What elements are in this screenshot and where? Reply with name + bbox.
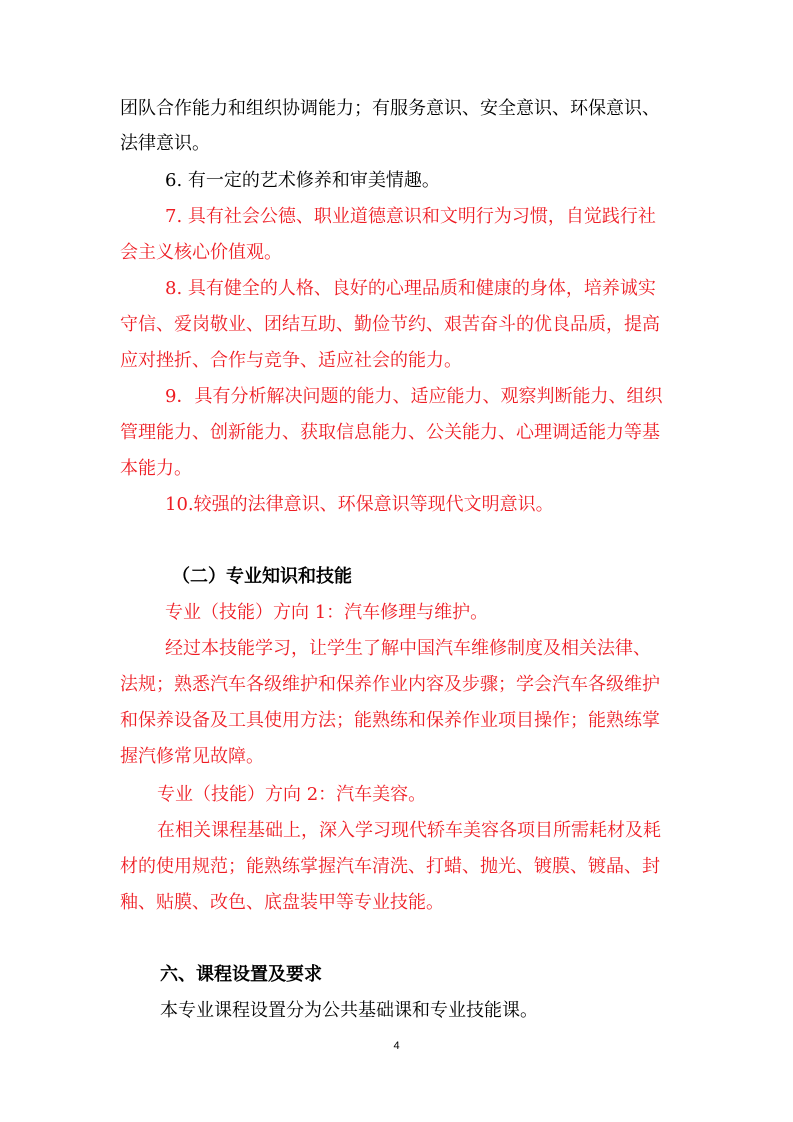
chapter-heading: 六、课程设置及要求 bbox=[160, 964, 322, 985]
list-item-6: 6. 有一定的艺术修养和审美情趣。 bbox=[165, 170, 440, 191]
paragraph-line: 材的使用规范；能熟练掌握汽车清洗、打蜡、抛光、镀膜、镀晶、封 bbox=[120, 856, 660, 877]
skill-direction-2: 专业（技能）方向 2：汽车美容。 bbox=[157, 784, 427, 805]
paragraph-line: 团队合作能力和组织协调能力；有服务意识、安全意识、环保意识、 bbox=[120, 98, 660, 119]
paragraph-line: 本专业课程设置分为公共基础课和专业技能课。 bbox=[160, 1000, 538, 1021]
page-number: 4 bbox=[393, 1040, 400, 1052]
paragraph-line: 握汽修常见故障。 bbox=[120, 746, 264, 767]
paragraph-line: 守信、爱岗敬业、团结互助、勤俭节约、艰苦奋斗的优良品质，提高 bbox=[120, 314, 660, 335]
list-item-10: 10.较强的法律意识、环保意识等现代文明意识。 bbox=[165, 494, 554, 515]
skill-direction-1: 专业（技能）方向 1：汽车修理与维护。 bbox=[165, 602, 489, 623]
paragraph-line: 釉、贴膜、改色、底盘装甲等专业技能。 bbox=[120, 892, 444, 913]
list-item-9: 9．具有分析解决问题的能力、适应能力、观察判断能力、组织 bbox=[165, 386, 663, 407]
list-item-8: 8. 具有健全的人格、良好的心理品质和健康的身体，培养诚实 bbox=[165, 278, 656, 299]
section-heading: （二）专业知识和技能 bbox=[172, 566, 352, 587]
paragraph-line: 管理能力、创新能力、获取信息能力、公关能力、心理调适能力等基 bbox=[120, 422, 660, 443]
paragraph-line: 应对挫折、合作与竞争、适应社会的能力。 bbox=[120, 350, 462, 371]
paragraph-line: 本能力。 bbox=[120, 458, 192, 479]
paragraph-line: 会主义核心价值观。 bbox=[120, 242, 282, 263]
paragraph-line: 法规；熟悉汽车各级维护和保养作业内容及步骤；学会汽车各级维护 bbox=[120, 674, 660, 695]
list-item-7: 7. 具有社会公德、职业道德意识和文明行为习惯，自觉践行社 bbox=[165, 206, 656, 227]
paragraph-line: 在相关课程基础上，深入学习现代轿车美容各项目所需耗材及耗 bbox=[157, 820, 661, 841]
paragraph-line: 经过本技能学习，让学生了解中国汽车维修制度及相关法律、 bbox=[165, 638, 651, 659]
paragraph-line: 和保养设备及工具使用方法；能熟练和保养作业项目操作；能熟练掌 bbox=[120, 710, 660, 731]
paragraph-line: 法律意识。 bbox=[120, 133, 210, 154]
